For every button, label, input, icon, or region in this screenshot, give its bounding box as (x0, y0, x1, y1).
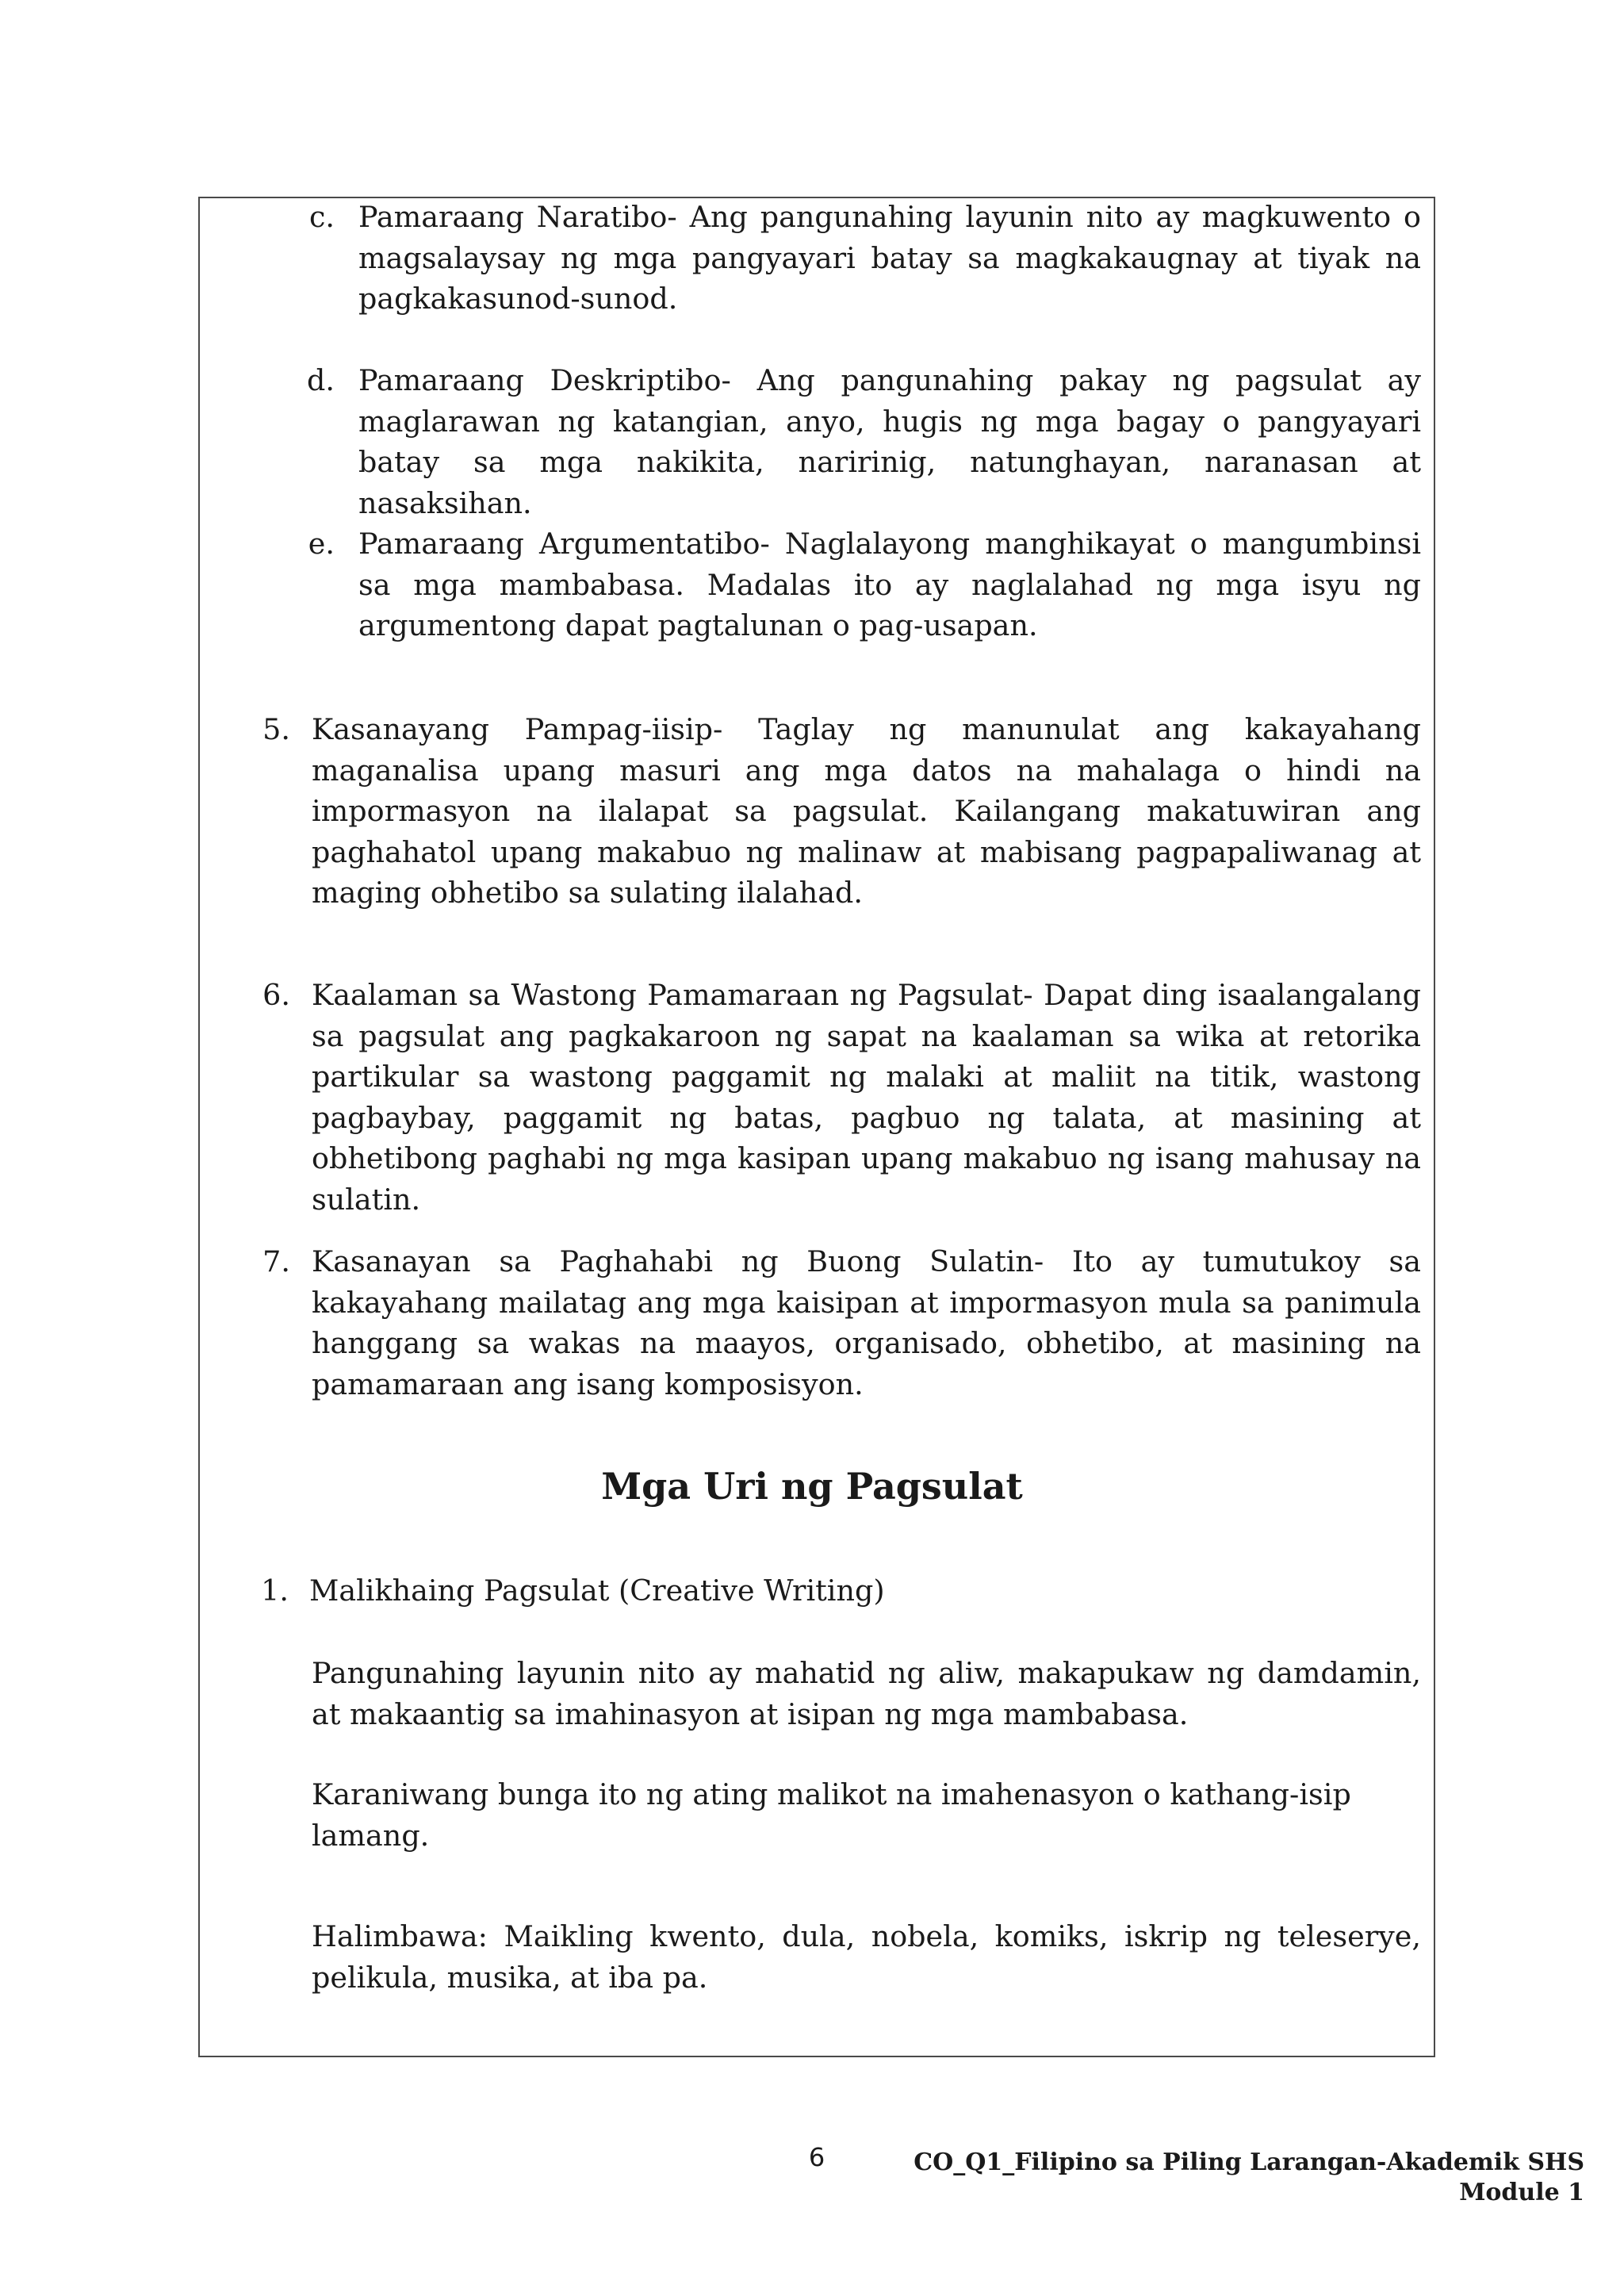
page-number: 6 (808, 2142, 825, 2172)
list-marker-e: e. (308, 527, 335, 561)
method-argumentatibo: Pamaraang Argumentatibo- Naglalayong manghikayat o mangumbinsi sa mga mambabasa. Madalas ito ay naglalahad ng mga isyu ng argumentong dapat pagtalunan o pag-usapan. (358, 527, 1421, 642)
list-marker-1: 1. (261, 1573, 289, 1608)
list-marker-d: d. (307, 363, 335, 397)
paragraph-layunin: Pangunahing layunin nito ay mahatid ng aliw, makapukaw ng damdamin, at makaantig sa imahinasyon at isipan ng mga mambabasa. (312, 1656, 1421, 1731)
list-marker-6: 6. (262, 978, 290, 1012)
skill-paghahabi: Kasanayan sa Paghahabi ng Buong Sulatin- Ito ay tumutukoy sa kakayahang mailatag ang mga kaisipan at impormasyon mula sa panimula hanggang sa wakas na maayos, organisado, obhetibo, at masining na pamamaraan ang isang komposisyon. (312, 1244, 1421, 1401)
footer-module: Module 1 (1459, 2179, 1584, 2206)
skill-wastong-pamamaraan: Kaalaman sa Wastong Pamamaraan ng Pagsulat- Dapat ding isaalangalang sa pagsulat ang pagkakaroon ng sapat na kaalaman sa wika at retorika partikular sa wastong paggamit ng malaki at maliit na titik, wastong pagbaybay, paggamit ng batas, pagbuo ng talata, at masining at obhetibong paghabi ng mga kasipan upang makabuo ng isang mahusay na sulatin. (312, 978, 1421, 1217)
paragraph-bunga: Karaniwang bunga ito ng ating malikot na imahenasyon o kathang-isip lamang. (312, 1777, 1351, 1853)
list-marker-c: c. (308, 200, 335, 234)
section-heading: Mga Uri ng Pagsulat (601, 1465, 1023, 1508)
footer-module-label (914, 2148, 1584, 2208)
method-naratibo: Pamaraang Naratibo- Ang pangunahing layunin nito ay magkuwento o magsalaysay ng mga pangyayari batay sa magkakaugnay at tiyak na pagkakasunod-sunod. (358, 200, 1421, 316)
list-marker-7: 7. (262, 1244, 290, 1278)
paragraph-halimbawa: Halimbawa: Maikling kwento, dula, nobela, komiks, iskrip ng teleserye, pelikula, musika, at iba pa. (312, 1919, 1421, 1995)
method-deskriptibo: Pamaraang Deskriptibo- Ang pangunahing pakay ng pagsulat ay maglarawan ng katangian, anyo, hugis ng mga bagay o pangyayari batay sa mga nakikita, naririnig, natunghayan, naranasan at nasaksihan. (358, 363, 1421, 520)
skill-pampag-iisip: Kasanayang Pampag-iisip- Taglay ng manunulat ang kakayahang maganalisa upang masuri ang mga datos na mahalaga o hindi na impormasyon na ilalapat sa pagsulat. Kailangang makatuwiran ang paghahatol upang makabuo ng malinaw at mabisang pagpapaliwanag at maging obhetibo sa sulating ilalahad. (312, 712, 1421, 910)
footer-course-code: CO_Q1_Filipino sa Piling Larangan-Akademik SHS (914, 2148, 1584, 2176)
item-title-malikhaing-pagsulat: Malikhaing Pagsulat (Creative Writing) (309, 1573, 885, 1608)
list-marker-5: 5. (262, 712, 290, 746)
